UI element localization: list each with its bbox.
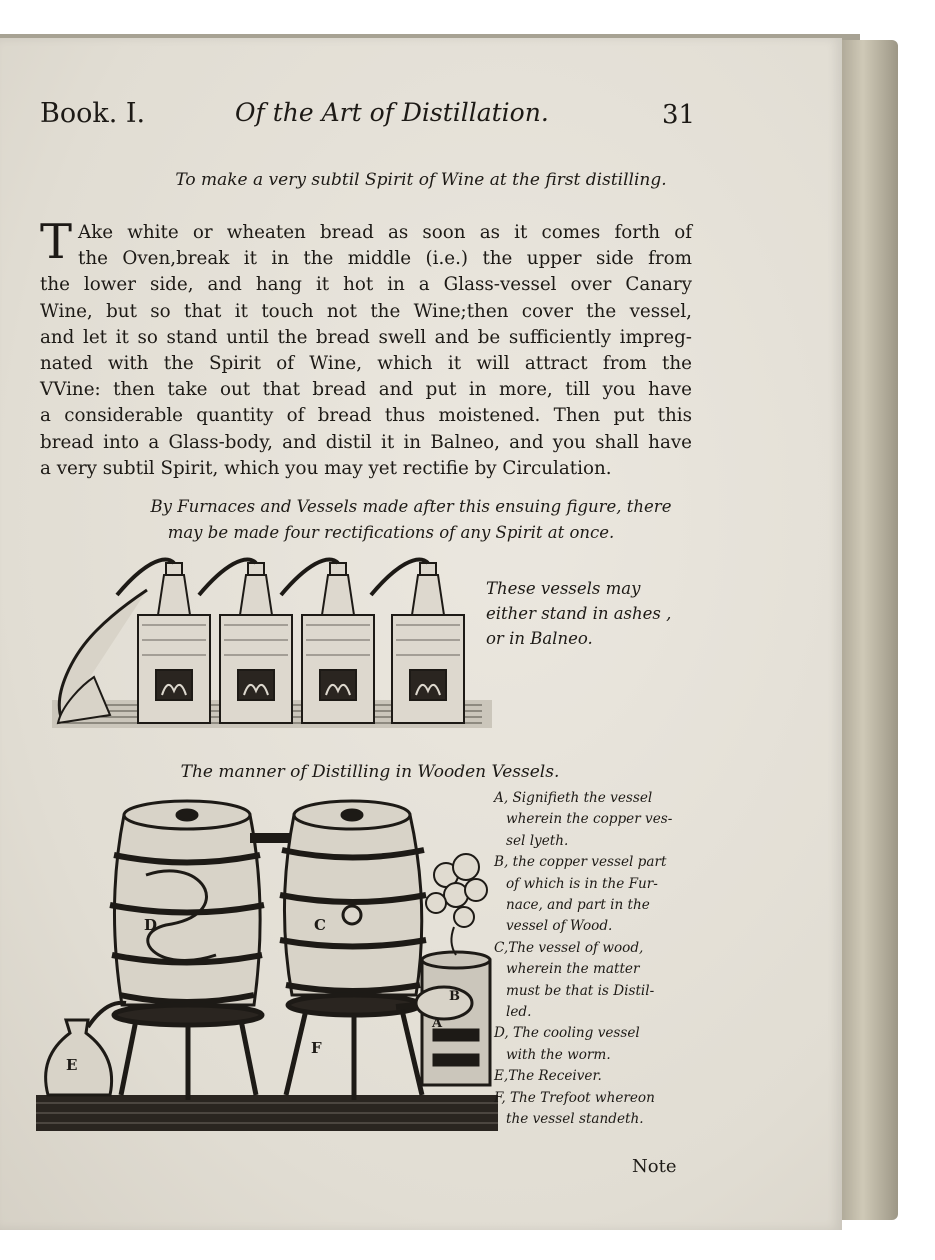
- legend-line: the vessel standeth.: [506, 1111, 644, 1128]
- note-line: or in Balneo.: [486, 629, 593, 648]
- book-number: Book. I.: [40, 98, 146, 129]
- body-line: the Oven,break it in the middle (i.e.) the upper side from: [78, 248, 692, 270]
- legend-line: vessel of Wood.: [506, 918, 613, 935]
- figure2-heading: The manner of Distilling in Wooden Vessels.: [180, 762, 560, 782]
- label-d: D: [144, 916, 158, 934]
- label-a: A: [432, 1016, 443, 1031]
- running-title: Of the Art of Distillation.: [235, 98, 549, 127]
- body-paragraph: [40, 214, 692, 482]
- legend-line: D, The cooling vessel: [494, 1025, 640, 1042]
- legend-line: sel lyeth.: [506, 832, 569, 849]
- label-f: F: [311, 1039, 322, 1057]
- body-line: and let it so stand until the bread swell and be sufficiently impreg-: [40, 326, 692, 348]
- body-line: bread into a Glass-body, and distil it in Balneo, and you shall have: [40, 431, 692, 453]
- legend-line: with the worm.: [506, 1046, 611, 1063]
- legend-line: E,The Receiver.: [494, 1068, 602, 1085]
- legend-line: wherein the copper ves-: [506, 811, 673, 828]
- label-c: C: [314, 916, 326, 934]
- legend-line: nace, and part in the: [506, 897, 650, 914]
- caption-line: may be made four rectifications of any Spirit at once.: [167, 523, 615, 542]
- legend-line: B, the copper vessel part: [494, 854, 667, 871]
- legend-line: of which is in the Fur-: [506, 875, 658, 892]
- legend-line: led.: [506, 1004, 532, 1021]
- figure1-note: [486, 576, 671, 651]
- running-head: [40, 98, 700, 138]
- figure1-caption: [0, 494, 842, 546]
- body-line: Wine, but so that it touch not the Wine;then cover the vessel,: [40, 300, 692, 322]
- label-b: B: [449, 989, 460, 1004]
- furnaces-woodcut: [52, 545, 492, 735]
- body-line: a considerable quantity of bread thus moistened. Then put this: [40, 405, 692, 427]
- body-line: Ake white or wheaten bread as soon as it comes forth of: [78, 222, 692, 243]
- label-e: E: [66, 1056, 78, 1074]
- section-heading: To make a very subtil Spirit of Wine at the first distilling.: [175, 170, 667, 190]
- note-line: These vessels may: [486, 579, 641, 598]
- body-line: the lower side, and hang it hot in a Glass-vessel over Canary: [40, 274, 692, 296]
- drop-cap: T: [40, 214, 73, 270]
- body-line: VVine: then take out that bread and put in more, till you have: [40, 379, 692, 401]
- catchword: Note: [632, 1156, 677, 1177]
- wooden-vessels-woodcut: [36, 795, 498, 1135]
- body-line: nated with the Spirit of Wine, which it will attract from the: [40, 353, 692, 375]
- caption-line: By Furnaces and Vessels made after this ensuing figure, there: [150, 497, 672, 516]
- body-line: a very subtil Spirit, which you may yet rectifie by Circulation.: [40, 457, 612, 479]
- legend-line: wherein the matter: [506, 961, 640, 978]
- figure2-legend: [494, 788, 690, 1131]
- page-number: 31: [662, 100, 696, 130]
- legend-line: must be that is Distil-: [506, 982, 655, 999]
- note-line: either stand in ashes ,: [486, 604, 672, 623]
- legend-line: A, Signifieth the vessel: [494, 790, 653, 806]
- legend-line: C,The vessel of wood,: [494, 939, 644, 956]
- legend-line: F, The Trefoot whereon: [494, 1089, 655, 1106]
